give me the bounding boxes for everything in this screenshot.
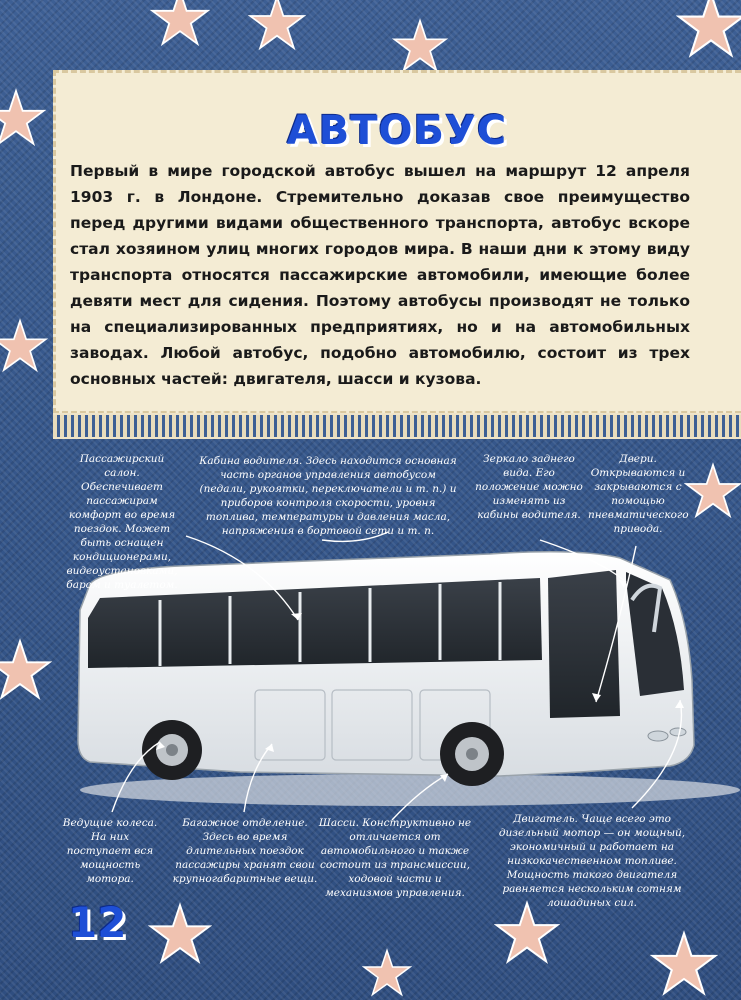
caption-chassis: Шасси. Конструктивно не отличается от автомобильного и также состоит из трансмиссии, ходовой части и механизмов управления. (318, 817, 472, 899)
star-icon (0, 318, 48, 374)
page-title: АВТОБУС (286, 108, 508, 154)
star-icon (248, 0, 306, 52)
star-icon (676, 0, 741, 60)
caption-driver-cabin: Кабина водителя. Здесь находится основная часть органов управления автобусом (педали, рукоятки, переключатели и т. п.) и приборов контроля скорости, уровня топлива, температуры и давления масла, напряжения в бортовой сети и т. п. (199, 455, 457, 537)
star-icon (150, 0, 210, 48)
caption-luggage: Багажное отделение. Здесь во время длительных поездок пассажиры хранят свои крупногабаритные вещи. (172, 817, 318, 885)
caption-passenger-salon: Пассажирский салон. Обеспечивает пассажирам комфорт во время поездок. Может быть оснащен кондиционерами, видеоустановками, баром и туалетом. (66, 453, 178, 591)
caption-doors: Двери. Открываются и закрываются с помощью пневматического привода. (588, 453, 689, 535)
star-icon (650, 930, 718, 998)
star-icon (148, 902, 212, 966)
star-icon (0, 638, 52, 702)
stitch-band (53, 413, 741, 439)
caption-mirror: Зеркало заднего вида. Его положение можно изменять из кабины водителя. (475, 453, 583, 521)
intro-paragraph: Первый в мире городской автобус вышел на маршрут 12 апреля 1903 г. в Лондоне. Стремительно доказав свое преимущество перед другими видами общественного транспорта, автобус вскоре стал хозяином улиц многих городов мира. В наши дни к этому виду транспорта относятся пассажирские автомобили, имеющие более девяти мест для сидения. Поэтому автобусы производят не только на специализированных предприятиях, но и на автомобильных заводах. Любой автобус, подобно автомобилю, состоит из трех основных частей: двигателя, шасси и кузова. (70, 162, 690, 388)
star-icon (0, 88, 46, 148)
page-number: 12 (68, 898, 127, 947)
caption-driving-wheels: Ведущие колеса. На них поступает вся мощность мотора. (62, 817, 158, 885)
caption-engine: Двигатель. Чаще всего это дизельный мотор — он мощный, экономичный и работает на низкокачественном топливе. Мощность такого двигателя равняется нескольким сотням лошадиных сил. (498, 813, 686, 909)
star-icon (684, 462, 741, 520)
star-icon (362, 948, 412, 998)
star-icon (392, 18, 448, 74)
